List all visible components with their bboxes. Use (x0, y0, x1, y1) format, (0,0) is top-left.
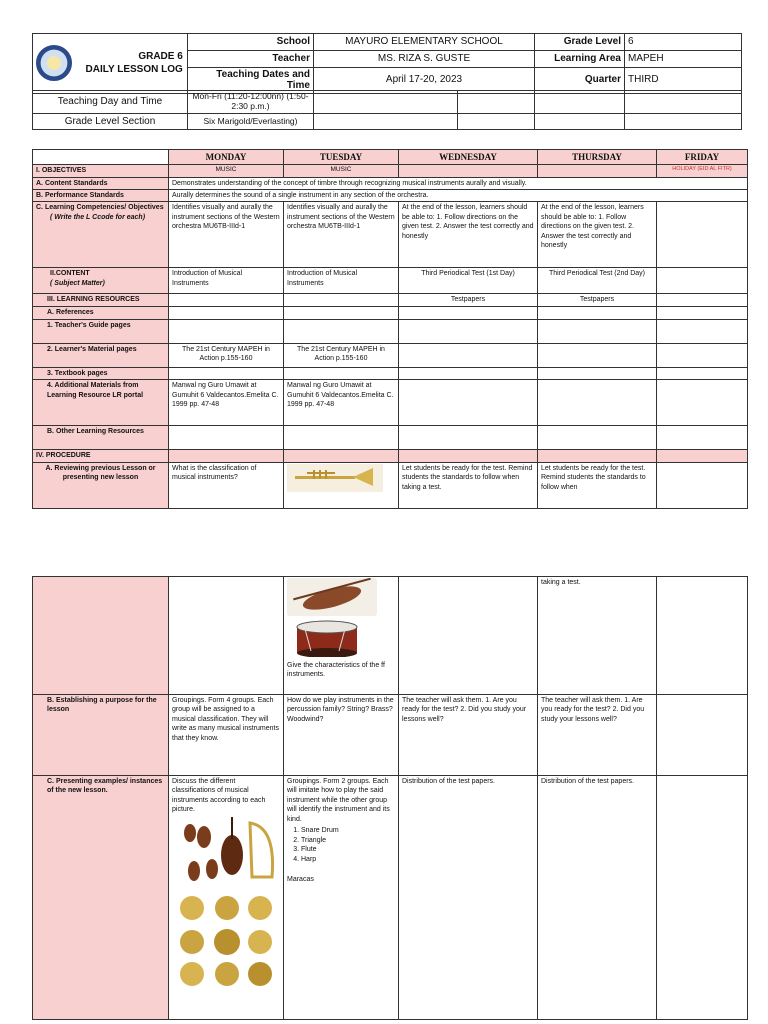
dates-value: April 17-20, 2023 (314, 67, 535, 93)
presenting-tuesday-extra: Maracas (287, 876, 314, 884)
content-monday: Introduction of Musical Instruments (169, 268, 284, 294)
performance-standards-label: B. Performance Standards (33, 190, 169, 202)
thursday-continued: taking a test. (538, 577, 657, 695)
instruments-cell (284, 577, 399, 695)
quarter-label: Quarter (535, 67, 625, 93)
competencies-cell (33, 202, 169, 268)
list-item: 4. Harp (301, 855, 395, 864)
presenting-label: C. Presenting examples/ instances of the new lesson. (33, 776, 169, 1020)
teacher-label: Teacher (188, 51, 314, 68)
header-table (32, 33, 742, 94)
additional-tuesday: Manwal ng Guro Umawit at Gumuhit 6 Valdecantos.Emelita C. 1999 pp. 47-48 (284, 380, 399, 426)
comp-tuesday: Identifies visually and aurally the instrument sections of the Western orchestra MU6TB-IIId-1 (284, 202, 399, 268)
resources-wednesday: Testpapers (399, 294, 538, 307)
lesson-log-table (32, 149, 748, 509)
deped-seal-icon (36, 45, 72, 81)
lm-tuesday: The 21st Century MAPEH in Action p.155-160 (284, 343, 399, 367)
monday-subject: MUSIC (169, 165, 284, 177)
presenting-monday: Discuss the different classifications of musical instruments according to each picture. (172, 778, 266, 814)
presenting-thursday: Distribution of the test papers. (538, 776, 657, 1020)
performance-standards-value: Aurally determines the sound of a single instrument in any section of the orchestra. (169, 190, 748, 202)
list-item: 3. Flute (301, 845, 395, 854)
characteristics-prompt: Give the characteristics of the ff instruments. (287, 661, 385, 679)
additional-monday: Manwal ng Guro Umawit at Gumuhit 6 Valdecantos.Emelita C. 1999 pp. 47-48 (169, 380, 284, 426)
presenting-tuesday: Groupings. Form 2 groups. Each will imitate how to play the said instrument while the other group will identify the instrument and its kind. (287, 778, 390, 823)
day-thursday: THURSDAY (538, 150, 657, 165)
references-label: A. References (33, 307, 169, 319)
review-thursday: Let students be ready for the test. Remind students the standards to follow when (538, 462, 657, 508)
doc-title: DAILY LESSON LOG (85, 64, 183, 76)
day-tuesday: TUESDAY (284, 150, 399, 165)
purpose-tuesday: How do we play instruments in the percussion family? String? Brass? Woodwind? (284, 695, 399, 776)
learners-material-label: 2. Learner's Material pages (33, 343, 169, 367)
presenting-monday-cell (169, 776, 284, 1020)
day-time-value: Mon-Fri (11:20-12:00nn) (1:50-2:30 p.m.) (188, 91, 314, 114)
comp-thursday: At the end of the lesson, learners should be able to: 1. Follow directions on the given test. 2. Answer the test correctly and honestly (538, 202, 657, 268)
content-thursday: Third Periodical Test (2nd Day) (538, 268, 657, 294)
tuesday-subject: MUSIC (284, 165, 399, 177)
header-table-2 (32, 90, 742, 130)
header-title-cell (33, 34, 188, 94)
instrument-list (301, 826, 395, 864)
day-friday: FRIDAY (657, 150, 748, 165)
resources-thursday: Testpapers (538, 294, 657, 307)
textbook-label: 3. Textbook pages (33, 367, 169, 379)
day-wednesday: WEDNESDAY (399, 150, 538, 165)
purpose-label: B. Establishing a purpose for the lesson (33, 695, 169, 776)
content-note: ( Subject Matter) (50, 279, 105, 287)
section-value: Six Marigold/Everlasting) (188, 113, 314, 130)
presenting-wednesday: Distribution of the test papers. (399, 776, 538, 1020)
learning-area-value: MAPEH (625, 51, 742, 68)
trumpet-image (287, 464, 383, 492)
quarter-value: THIRD (625, 67, 742, 93)
friday-subject: HOLIDAY (EID AL FITR) (657, 165, 748, 177)
resources-label: III. LEARNING RESOURCES (33, 294, 169, 307)
competencies-label: C. Learning Competencies/ Objectives (36, 204, 164, 212)
grade-level-value: 6 (625, 34, 742, 51)
day-time-label: Teaching Day and Time (33, 91, 188, 114)
purpose-monday: Groupings. Form 4 groups. Each group will be assigned to a musical classification. They will write as many musical instruments that they know. (169, 695, 284, 776)
list-item: 2. Triangle (301, 836, 395, 845)
other-resources-label: B. Other Learning Resources (33, 426, 169, 450)
content-label: II.CONTENT (50, 270, 90, 278)
section-label: Grade Level Section (33, 113, 188, 130)
list-item: 1. Snare Drum (301, 826, 395, 835)
lesson-log-table-continued (32, 576, 748, 1020)
brass-instruments-image (172, 890, 280, 990)
teachers-guide-label: 1. Teacher's Guide pages (33, 319, 169, 343)
snare-drum-image (287, 619, 367, 657)
competencies-note: ( Write the L Ccode for each) (50, 213, 146, 221)
content-wednesday: Third Periodical Test (1st Day) (399, 268, 538, 294)
teacher-value: MS. RIZA S. GUSTE (314, 51, 535, 68)
review-wednesday: Let students be ready for the test. Remind students the standards to follow when taking a test. (399, 462, 538, 508)
content-tuesday: Introduction of Musical Instruments (284, 268, 399, 294)
violin-image (287, 578, 377, 616)
procedure-label: IV. PROCEDURE (33, 450, 169, 462)
purpose-wednesday: The teacher will ask them. 1. Are you ready for the test? 2. Did you study your lessons well? (399, 695, 538, 776)
presenting-tuesday-cell (284, 776, 399, 1020)
comp-wednesday: At the end of the lesson, learners should be able to: 1. Follow directions on the given test. 2. Answer the test correctly and honestly (399, 202, 538, 268)
school-value: MAYURO ELEMENTARY SCHOOL (314, 34, 535, 51)
grade-title: GRADE 6 (138, 50, 183, 62)
grade-level-label: Grade Level (535, 34, 625, 51)
content-standards-value: Demonstrates understanding of the concept of timbre through recognizing musical instruments aurally and visually. (169, 177, 748, 189)
review-monday: What is the classification of musical instruments? (169, 462, 284, 508)
content-cell (33, 268, 169, 294)
learning-area-label: Learning Area (535, 51, 625, 68)
review-label: A. Reviewing previous Lesson or presenting new lesson (33, 462, 169, 508)
content-standards-label: A. Content Standards (33, 177, 169, 189)
purpose-thursday: The teacher will ask them. 1. Are you ready for the test? 2. Did you study your lessons well? (538, 695, 657, 776)
day-monday: MONDAY (169, 150, 284, 165)
school-label: School (188, 34, 314, 51)
objectives-label: I. OBJECTIVES (33, 165, 169, 177)
string-instruments-image (172, 815, 280, 887)
trumpet-cell (284, 462, 399, 508)
comp-monday: Identifies visually and aurally the instrument sections of the Western orchestra MU6TB-IIId-1 (169, 202, 284, 268)
additional-materials-label: 4. Additional Materials from Learning Resource LR portal (33, 380, 169, 426)
dates-label: Teaching Dates and Time (188, 67, 314, 93)
lm-monday: The 21st Century MAPEH in Action p.155-160 (169, 343, 284, 367)
